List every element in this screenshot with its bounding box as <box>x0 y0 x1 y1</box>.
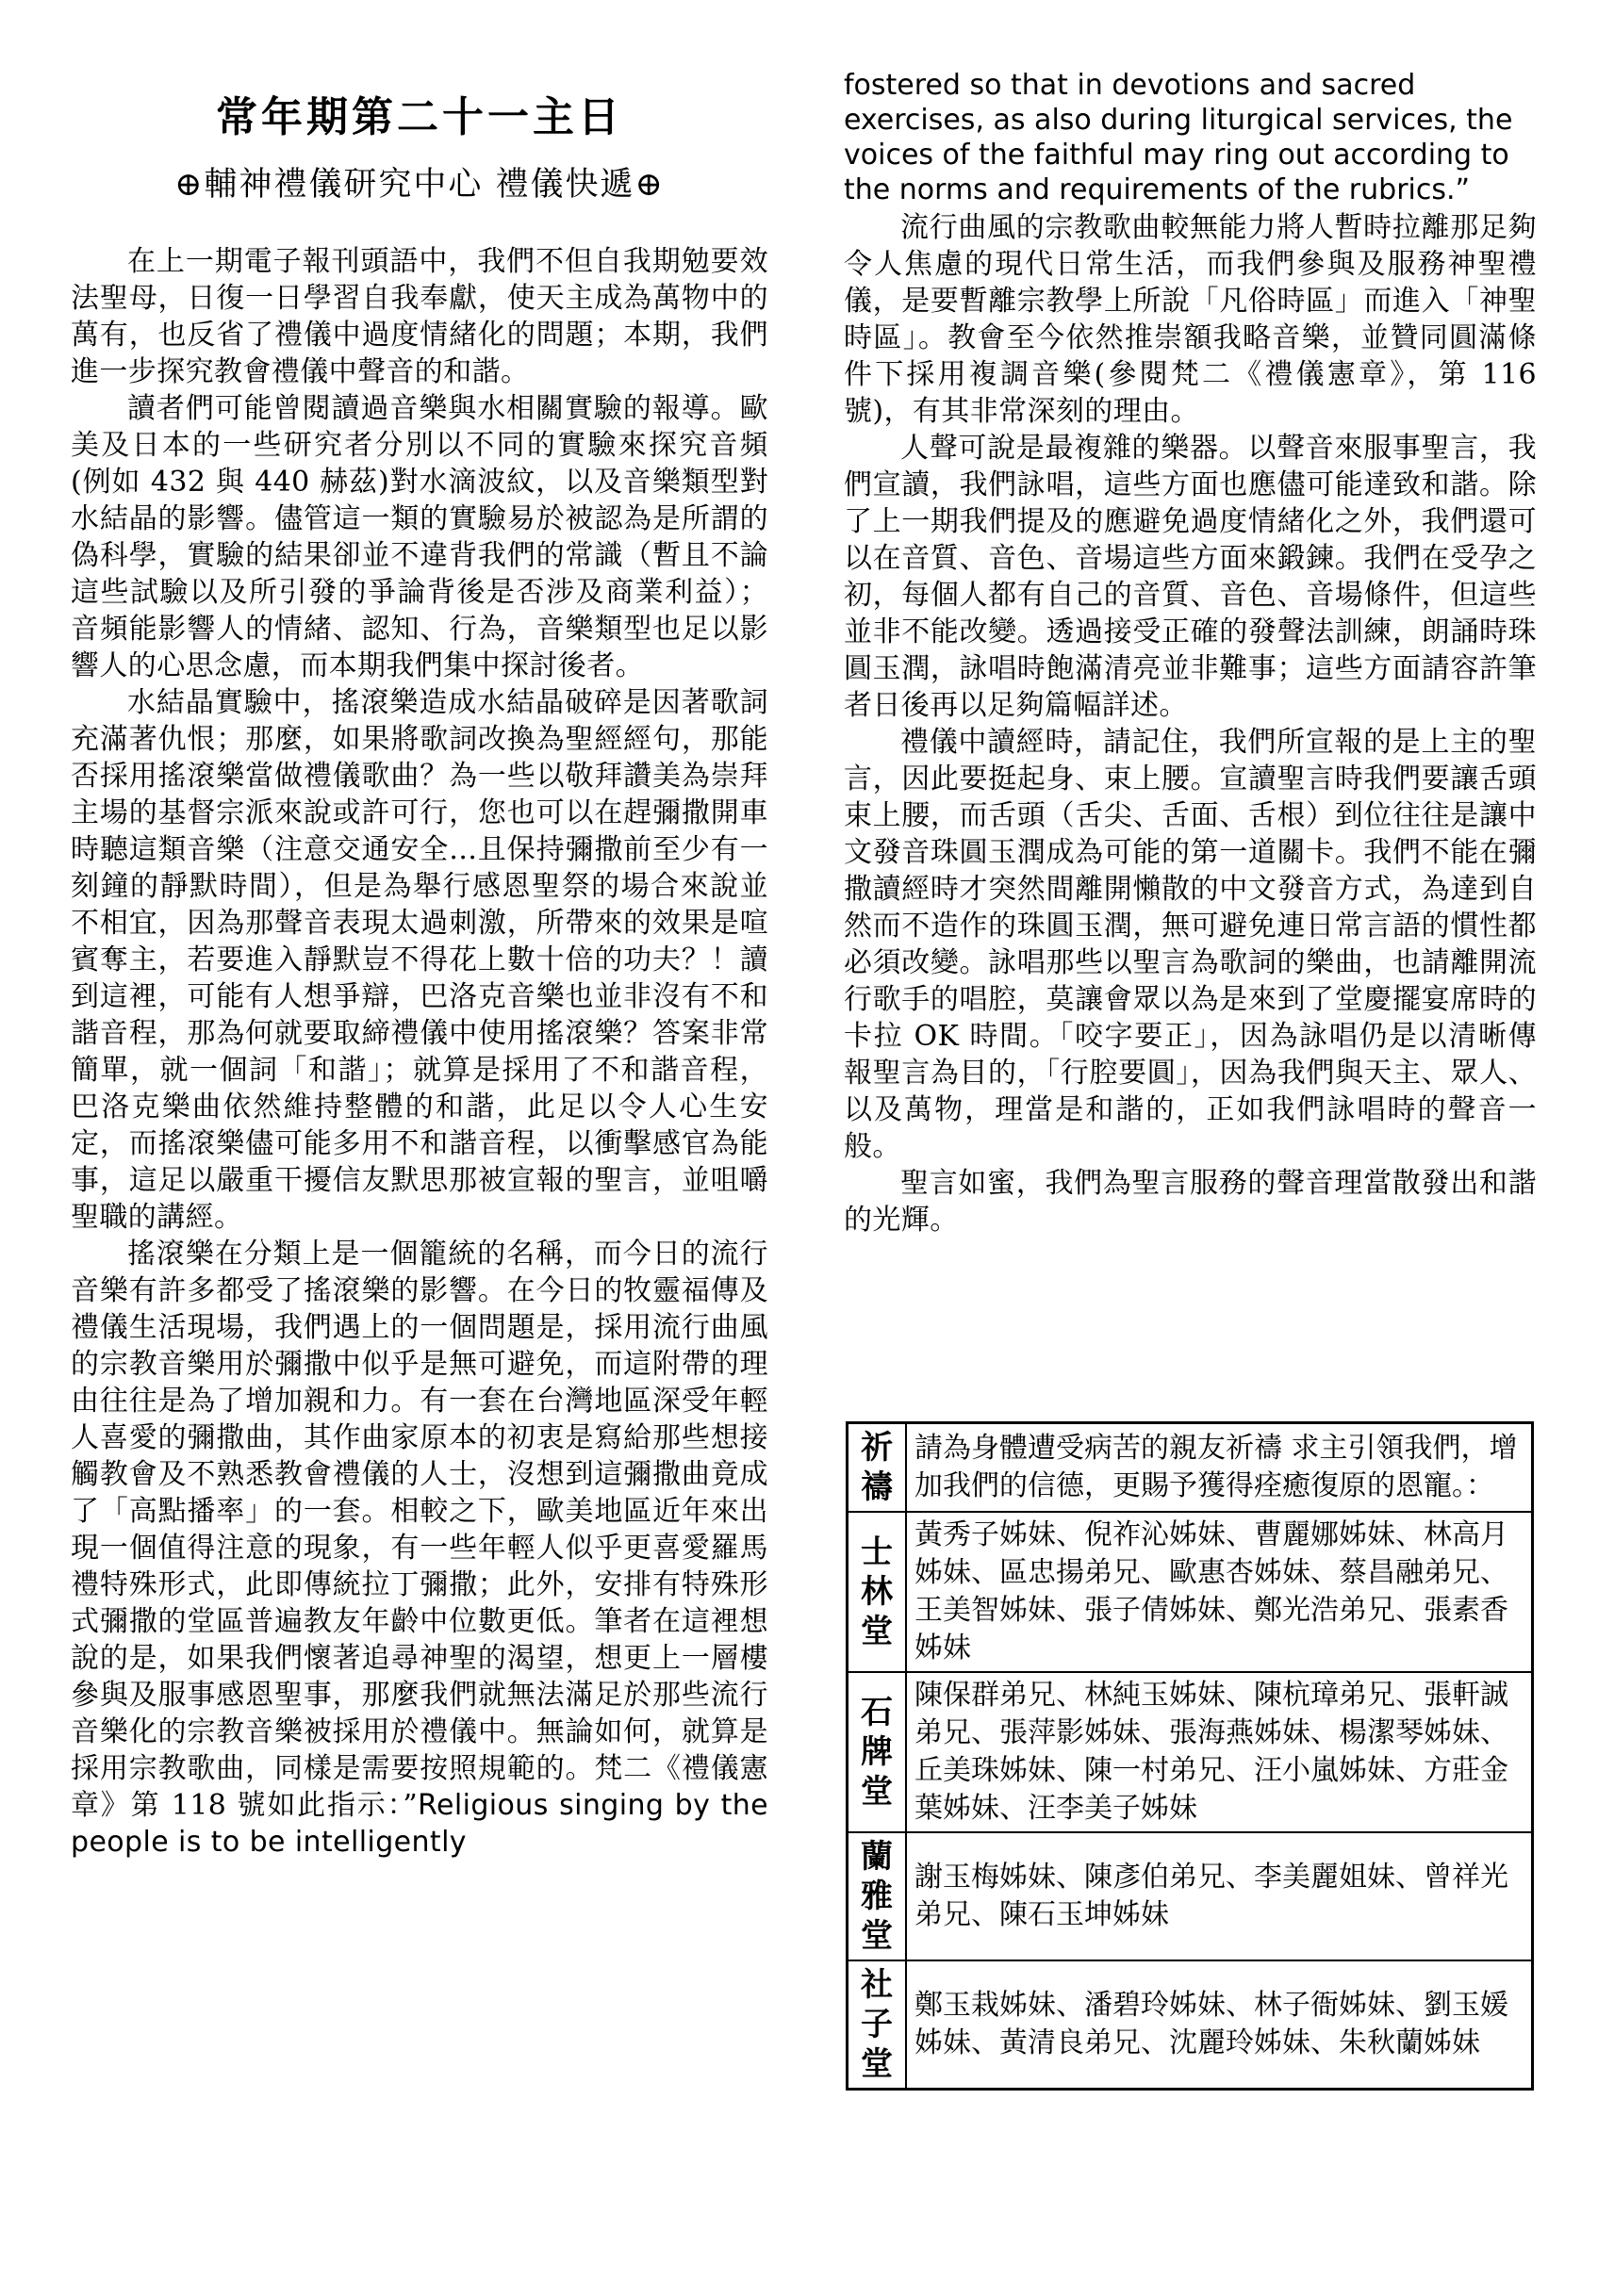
article-paragraph: 讀者們可能曾閱讀過音樂與水相關實驗的報導。歐美及日本的一些研究者分別以不同的實驗來探究音頻(例如 432 與 440 赫茲)對水滴波紋，以及音樂類型對水結晶的影響。儘管這一類的實驗易於被認為是所謂的偽科學，實驗的結果卻並不違背我們的常識（暫且不論這些試驗以及所引發的爭論背後是否涉及商業利益）；音頻能影響人的情緒、認知、行為，音樂類型也足以影響人的心思念慮，而本期我們集中探討後者。 <box>71 392 768 682</box>
row-label-char: 堂 <box>861 1917 893 1955</box>
article-paragraph: 流行曲風的宗教歌曲較無能力將人暫時拉離那足夠令人焦慮的現代日常生活，而我們參與及服務神聖禮儀，是要暫離宗教學上所說「凡俗時區」而進入「神聖時區」。教會至今依然推崇額我略音樂，並贊同圓滿條件下採用複調音樂(參閱梵二《禮儀憲章》，第 116 號)，有其非常深刻的理由。 <box>844 211 1537 428</box>
article-paragraph-text: 搖滾樂在分類上是一個籠統的名稱，而今日的流行音樂有許多都受了搖滾樂的影響。在今日的牧靈福傳及禮儀生活現場，我們遇上的一個問題是，採用流行曲風的宗教音樂用於彌撒中似乎是無可避免，而這附帶的理由往往是為了增加親和力。有一套在台灣地區深受年輕人喜愛的彌撒曲，其作曲家原本的初衷是寫給那些想接觸教會及不熟悉教會禮儀的人士，沒想到這彌撒曲竟成了「高點播率」的一套。相較之下，歐美地區近年來出現一個值得注意的現象，有一些年輕人似乎更喜愛羅馬禮特殊形式，此即傳統拉丁彌撒；此外，安排有特殊形式彌撒的堂區普遍教友年齡中位數更低。筆者在這裡想說的是，如果我們懷著追尋神聖的渴望，想更上一層樓參與及服事感恩聖事，那麼我們就無法滿足於那些流行音樂化的宗教音樂被採用於禮儀中。無論如何，就算是採用宗教歌曲，同樣是需要按照規範的。梵二《禮儀憲章》第 118 號如此指示：” <box>71 1238 768 1822</box>
article-paragraph: 禮儀中讀經時，請記住，我們所宣報的是上主的聖言，因此要挺起身、束上腰。宣讀聖言時我們要讓舌頭束上腰，而舌頭（舌尖、舌面、舌根）到位往往是讓中文發音珠圓玉潤成為可能的第一道關卡。我們不能在彌撒讀經時才突然間離開懶散的中文發音方式，為達到自然而不造作的珠圓玉潤，無可避免連日常言語的慣性都必須改變。詠唱那些以聖言為歌詞的樂曲，也請離開流行歌手的唱腔，莫讓會眾以為是來到了堂慶擺宴席時的卡拉 OK 時間。「咬字要正」，因為詠唱仍是以清晰傳報聖言為目的，「行腔要圓」，因為我們與天主、眾人、以及萬物，理當是和諧的，正如我們詠唱時的聲音一般。 <box>844 726 1537 1163</box>
row-label-char: 牌 <box>861 1733 893 1771</box>
row-label <box>848 1423 907 1513</box>
row-label-char: 祈 <box>861 1429 893 1467</box>
article-paragraph: 水結晶實驗中，搖滾樂造成水結晶破碎是因著歌詞充滿著仇恨；那麼，如果將歌詞改換為聖經經句，那能否採用搖滾樂當做禮儀歌曲？為一些以敬拜讚美為崇拜主場的基督宗派來說或許可行，您也可以在趕彌撒開車時聽這類音樂（注意交通安全…且保持彌撒前至少有一刻鐘的靜默時間），但是為舉行感恩聖祭的場合來說並不相宜，因為那聲音表現太過刺激，所帶來的效果是喧賓奪主，若要進入靜默豈不得花上數十倍的功夫？！讀到這裡，可能有人想爭辯，巴洛克音樂也並非沒有不和諧音程，那為何就要取締禮儀中使用搖滾樂？答案非常簡單，就一個詞「和諧」；就算是採用了不和諧音程，巴洛克樂曲依然維持整體的和諧，此足以令人心生安定，而搖滾樂儘可能多用不和諧音程，以衝擊感官為能事，這足以嚴重干擾信友默思那被宣報的聖言，並咀嚼聖職的講經。 <box>71 686 768 1234</box>
page-subtitle: ⊕輔神禮儀研究中心 禮儀快遞⊕ <box>174 166 665 204</box>
left-column <box>71 83 768 1861</box>
row-label-char: 堂 <box>861 1613 893 1650</box>
row-label-char: 林 <box>861 1573 893 1611</box>
row-label-char: 子 <box>861 2006 893 2043</box>
row-label-char: 雅 <box>861 1878 893 1915</box>
row-label-char: 社 <box>861 1966 893 2004</box>
prayer-row-lanya <box>848 1832 1533 1960</box>
row-label <box>848 1960 907 2090</box>
prayer-row-shilin <box>848 1512 1533 1672</box>
row-label-char: 蘭 <box>861 1838 893 1876</box>
prayer-intro-text: 請為身體遭受病苦的親友祈禱 求主引領我們，增加我們的信德，更賜予獲得痊癒復原的恩寵。： <box>906 1423 1533 1513</box>
article-paragraph: 聖言如蜜，我們為聖言服務的聲音理當散發出和諧的光輝。 <box>844 1167 1537 1237</box>
row-label-char: 堂 <box>861 1773 893 1811</box>
prayer-row-shipai <box>848 1672 1533 1832</box>
row-label-char: 士 <box>861 1533 893 1571</box>
article-paragraph: 人聲可說是最複雜的樂器。以聲音來服事聖言，我們宣讀，我們詠唱，這些方面也應儘可能達致和諧。除了上一期我們提及的應避免過度情緒化之外，我們還可以在音質、音色、音場這些方面來鍛鍊。我們在受孕之初，每個人都有自己的音質、音色、音場條件，但這些並非不能改變。透過接受正確的發聲法訓練，朗誦時珠圓玉潤，詠唱時飽滿清亮並非難事；這些方面請容許筆者日後再以足夠篇幅詳述。 <box>844 432 1537 722</box>
right-column <box>844 68 1537 1238</box>
row-label-char: 禱 <box>861 1468 893 1506</box>
names-list: 謝玉梅姊妹、陳彥伯弟兄、李美麗姐妹、曾祥光弟兄、陳石玉坤姊妹 <box>906 1832 1533 1960</box>
row-label <box>848 1672 907 1832</box>
article-paragraph: 在上一期電子報刊頭語中，我們不但自我期勉要效法聖母，日復一日學習自我奉獻，使天主成為萬物中的萬有，也反省了禮儀中過度情緒化的問題；本期，我們進一步探究教會禮儀中聲音的和諧。 <box>71 245 768 388</box>
quote-start: Religious singing by the people is to be intelligently <box>71 1789 769 1859</box>
names-list: 陳保群弟兄、林純玉姊妹、陳杭璋弟兄、張軒誠弟兄、張萍影姊妹、張海燕姊妹、楊潔琴姊妹、丘美珠姊妹、陳一村弟兄、汪小嵐姊妹、方莊金葉姊妹、汪李美子姊妹 <box>906 1672 1533 1832</box>
prayer-list-table <box>846 1421 1534 2091</box>
page-title: 常年期第二十一主日 <box>216 93 623 141</box>
names-list: 黃秀子姊妹、倪祚沁姊妹、曹麗娜姊妹、林高月姊妹、區忠揚弟兄、歐惠杏姊妹、蔡昌融弟兄、王美智姊妹、張子倩姊妹、鄭光浩弟兄、張素香姊妹 <box>906 1512 1533 1672</box>
article-paragraph <box>71 1236 768 1861</box>
row-label <box>848 1832 907 1960</box>
row-label-char: 石 <box>861 1694 893 1731</box>
row-label-char: 堂 <box>861 2045 893 2083</box>
names-list: 鄭玉栽姊妹、潘碧玲姊妹、林子衙姊妹、劉玉媛姊妹、黃清良弟兄、沈麗玲姊妹、朱秋蘭姊妹 <box>906 1960 1533 2090</box>
quote-end: fostered so that in devotions and sacred exercises, as also during liturgical services, the voices of the faithful may ring out according to the norms and requirements of the rubrics.” <box>844 69 1513 206</box>
row-label <box>848 1512 907 1672</box>
prayer-row-shezi <box>848 1960 1533 2090</box>
prayer-row-intro <box>848 1423 1533 1513</box>
